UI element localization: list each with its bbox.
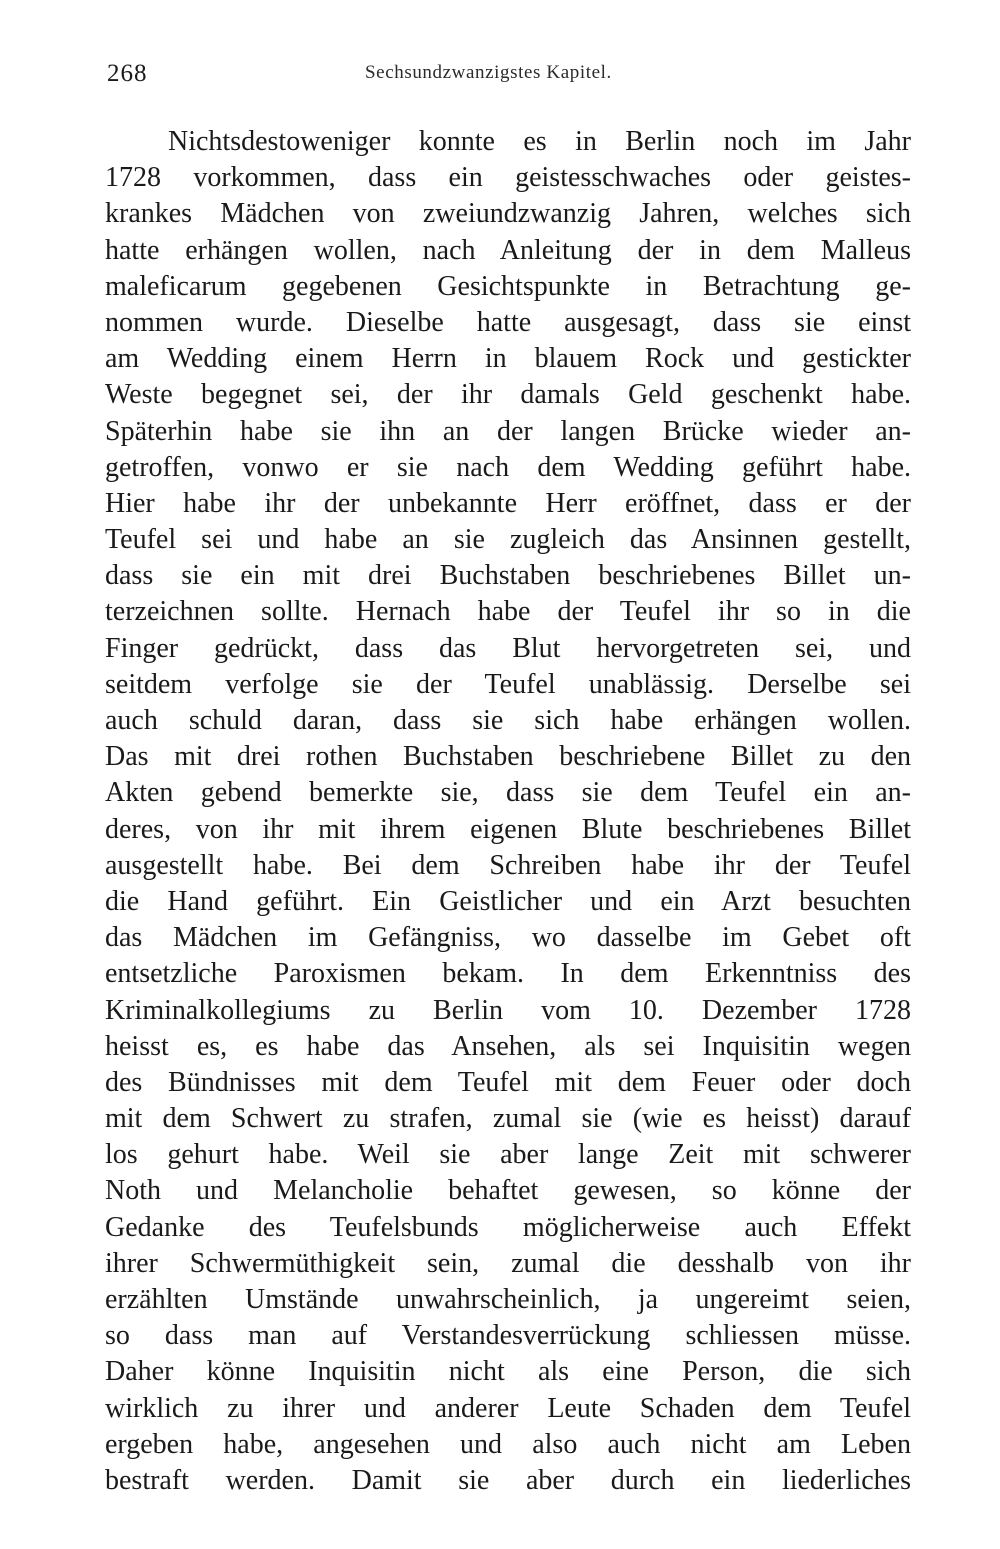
- text-line: des Bündnisses mit dem Teufel mit dem Feuer oder doch: [105, 1066, 911, 1098]
- text-line: Finger gedrückt, dass das Blut hervorgetreten sei, und: [105, 632, 911, 664]
- text-line: erzählten Umstände unwahrscheinlich, ja ungereimt seien,: [105, 1284, 911, 1315]
- text-line: heisst es, es habe das Ansehen, als sei Inquisitin wegen: [105, 1030, 911, 1062]
- text-line: Akten gebend bemerkte sie, dass sie dem Teufel ein an-: [105, 777, 911, 809]
- text-line: 1728 vorkommen, dass ein geistesschwaches oder geistes-: [105, 162, 911, 194]
- text-line: dass sie ein mit drei Buchstaben beschriebenes Billet un-: [105, 560, 911, 592]
- text-line: getroffen, vonwo er sie nach dem Wedding geführt habe.: [105, 451, 911, 483]
- body-text: [105, 124, 911, 1499]
- text-line: hatte erhängen wollen, nach Anleitung der in dem Malleus: [105, 234, 911, 266]
- page-number: 268: [107, 60, 148, 87]
- text-line: die Hand geführt. Ein Geistlicher und ein Arzt besuchten: [105, 885, 911, 917]
- text-line: bestraft werden. Damit sie aber durch ein liederliches: [105, 1464, 911, 1496]
- text-line: terzeichnen sollte. Hernach habe der Teufel ihr so in die: [105, 596, 911, 628]
- text-line: entsetzliche Paroxismen bekam. In dem Erkenntniss des: [105, 958, 911, 990]
- text-line: Nichtsdestoweniger konnte es in Berlin noch im Jahr: [168, 126, 911, 157]
- text-line: ausgestellt habe. Bei dem Schreiben habe ihr der Teufel: [105, 849, 911, 881]
- text-line: Weste begegnet sei, der ihr damals Geld geschenkt habe.: [105, 379, 911, 411]
- text-line: auch schuld daran, dass sie sich habe erhängen wollen.: [105, 705, 911, 736]
- text-line: am Wedding einem Herrn in blauem Rock und gestickter: [105, 343, 911, 375]
- text-line: Gedanke des Teufelsbunds möglicherweise auch Effekt: [105, 1211, 911, 1243]
- text-line: ergeben habe, angesehen und also auch nicht am Leben: [105, 1428, 911, 1460]
- text-line: seitdem verfolge sie der Teufel unablässig. Derselbe sei: [105, 668, 911, 700]
- text-line: maleficarum gegebenen Gesichtspunkte in Betrachtung ge-: [105, 270, 911, 302]
- text-line: mit dem Schwert zu strafen, zumal sie (wie es heisst) darauf: [105, 1103, 911, 1135]
- text-line: los gehurt habe. Weil sie aber lange Zeit mit schwerer: [105, 1139, 911, 1171]
- text-line: Teufel sei und habe an sie zugleich das Ansinnen gestellt,: [105, 524, 911, 556]
- text-line: Hier habe ihr der unbekannte Herr eröffnet, dass er der: [105, 487, 911, 519]
- text-line: Das mit drei rothen Buchstaben beschriebene Billet zu den: [105, 741, 911, 773]
- text-line: nommen wurde. Dieselbe hatte ausgesagt, dass sie einst: [105, 306, 911, 338]
- text-line: ihrer Schwermüthigkeit sein, zumal die desshalb von ihr: [105, 1247, 911, 1279]
- text-line: deres, von ihr mit ihrem eigenen Blute beschriebenes Billet: [105, 813, 911, 845]
- text-line: wirklich zu ihrer und anderer Leute Schaden dem Teufel: [105, 1392, 911, 1424]
- text-line: krankes Mädchen von zweiundzwanzig Jahren, welches sich: [105, 198, 911, 230]
- text-line: Späterhin habe sie ihn an der langen Brücke wieder an-: [105, 415, 911, 447]
- text-line: Kriminalkollegiums zu Berlin vom 10. Dezember 1728: [105, 994, 911, 1026]
- text-line: Noth und Melancholie behaftet gewesen, so könne der: [105, 1175, 911, 1207]
- running-title: Sechsundzwanzigstes Kapitel.: [365, 62, 612, 83]
- text-line: Daher könne Inquisitin nicht als eine Person, die sich: [105, 1356, 911, 1388]
- text-line: so dass man auf Verstandesverrückung schliessen müsse.: [105, 1320, 911, 1352]
- text-line: das Mädchen im Gefängniss, wo dasselbe im Gebet oft: [105, 922, 911, 954]
- page-header: [107, 60, 910, 92]
